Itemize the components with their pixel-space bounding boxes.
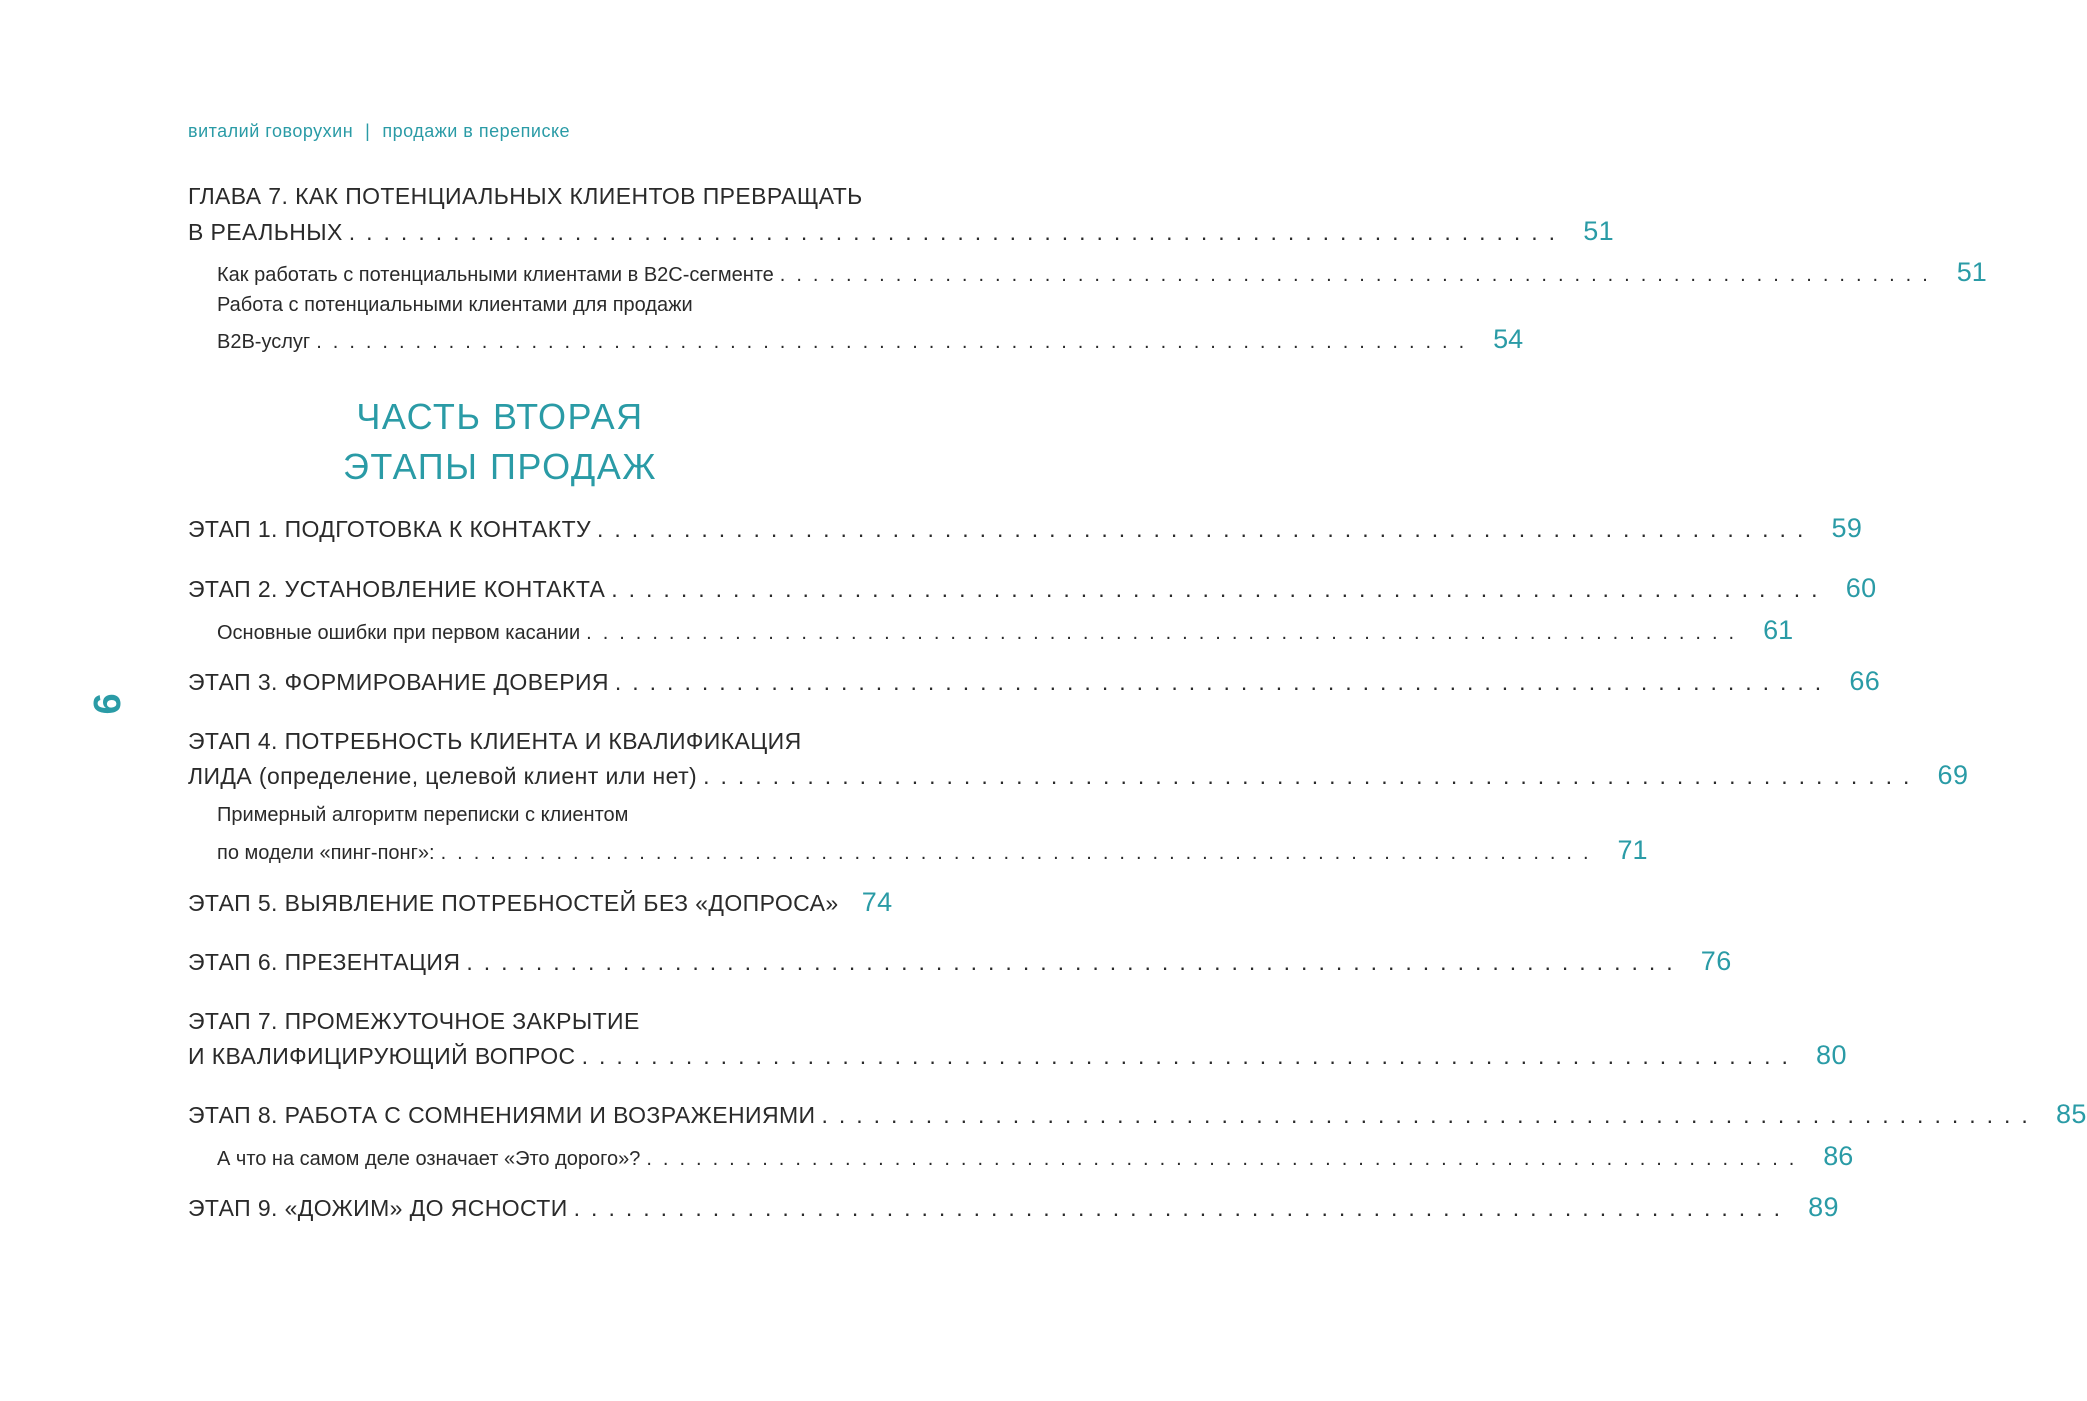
toc-page-number: 89 bbox=[1808, 1192, 1839, 1222]
leader-dots: ...................................................................... bbox=[440, 842, 1600, 864]
leader-dots: ...................................................................... bbox=[703, 763, 1921, 789]
toc-entry-title: ЭТАП 6. ПРЕЗЕНТАЦИЯ bbox=[188, 949, 461, 975]
toc-entry-stage-1[interactable] bbox=[188, 513, 1863, 544]
header-book-title: продажи в переписке bbox=[382, 121, 571, 141]
toc-page-number: 54 bbox=[1493, 324, 1524, 354]
toc-page-number: 59 bbox=[1831, 513, 1863, 543]
toc-chapter-7-title-line2: В РЕАЛЬНЫХ bbox=[188, 219, 343, 245]
leader-dots: ...................................................................... bbox=[466, 949, 1684, 975]
toc-page-number: 51 bbox=[1583, 216, 1615, 246]
toc-entry-stage-4[interactable] bbox=[188, 760, 1969, 791]
toc-entry-stage-7[interactable] bbox=[188, 1040, 1847, 1071]
toc-entry-title: Основные ошибки при первом касании bbox=[217, 622, 581, 644]
toc-entry-title: Как работать с потенциальными клиентами в B2C-сегменте bbox=[217, 264, 774, 286]
toc-entry-stage-6[interactable] bbox=[188, 946, 1732, 977]
page-number: 9 bbox=[85, 693, 127, 715]
part-title-line2: ЭТАПЫ ПРОДАЖ bbox=[343, 446, 657, 487]
leader-dots: ...................................................................... bbox=[646, 1148, 1806, 1170]
leader-dots: ...................................................................... bbox=[586, 622, 1746, 644]
toc-page-number: 85 bbox=[2055, 1099, 2087, 1129]
toc-entry-title: ЭТАП 1. ПОДГОТОВКА К КОНТАКТУ bbox=[188, 516, 592, 542]
toc-entry-stage-5[interactable] bbox=[188, 887, 893, 918]
part-title-line1: ЧАСТЬ ВТОРАЯ bbox=[356, 396, 644, 437]
leader-dots: ...................................................................... bbox=[348, 219, 1567, 245]
toc-chapter-7-title-line1: ГЛАВА 7. КАК ПОТЕНЦИАЛЬНЫХ КЛИЕНТОВ ПРЕВРАЩАТЬ bbox=[188, 183, 863, 209]
toc-entry-stage-8[interactable] bbox=[188, 1099, 2087, 1130]
toc-page-number: 51 bbox=[1956, 257, 1987, 287]
leader-dots: ...................................................................... bbox=[821, 1102, 2039, 1128]
toc-page-number: 80 bbox=[1816, 1040, 1847, 1070]
leader-dots: ...................................................................... bbox=[779, 264, 1939, 286]
toc-page-number: 61 bbox=[1763, 615, 1794, 645]
leader-dots: ...................................................................... bbox=[581, 1043, 1799, 1069]
leader-dots: ...................................................................... bbox=[316, 331, 1476, 353]
toc-entry-stage-2[interactable] bbox=[188, 573, 1877, 604]
toc-stage-4-title-line2: ЛИДА (определение, целевой клиент или нет) bbox=[188, 763, 698, 789]
toc-entry-title: ЭТАП 5. ВЫЯВЛЕНИЕ ПОТРЕБНОСТЕЙ БЕЗ «ДОПРОСА» bbox=[188, 890, 839, 916]
toc-entry-b2c[interactable] bbox=[217, 257, 1987, 288]
header-separator: | bbox=[365, 121, 371, 141]
toc-entry-ping-pong[interactable] bbox=[217, 835, 1648, 866]
toc-page-number: 71 bbox=[1617, 835, 1648, 865]
toc-entry-expensive[interactable] bbox=[217, 1141, 1854, 1172]
toc-entry-b2b-title-line1: Работа с потенциальными клиентами для продажи bbox=[217, 294, 693, 316]
toc-entry-stage-3[interactable] bbox=[188, 666, 1881, 697]
leader-dots: ...................................................................... bbox=[597, 516, 1815, 542]
toc-entry-title: А что на самом деле означает «Это дорого»? bbox=[217, 1148, 641, 1170]
toc-entry-title: ЭТАП 8. РАБОТА С СОМНЕНИЯМИ И ВОЗРАЖЕНИЯМИ bbox=[188, 1102, 816, 1128]
toc-ping-pong-title-line1: Примерный алгоритм переписки с клиентом bbox=[217, 804, 629, 826]
toc-entry-stage-9[interactable] bbox=[188, 1192, 1839, 1223]
toc-entry-title: ЭТАП 9. «ДОЖИМ» ДО ЯСНОСТИ bbox=[188, 1195, 568, 1221]
toc-entry-chapter-7[interactable] bbox=[188, 216, 1615, 247]
leader-dots: ...................................................................... bbox=[614, 669, 1833, 695]
toc-stage-4-title-line1: ЭТАП 4. ПОТРЕБНОСТЬ КЛИЕНТА И КВАЛИФИКАЦИЯ bbox=[188, 728, 802, 754]
toc-entry-title: по модели «пинг-понг»: bbox=[217, 842, 435, 864]
toc-stage-7-title-line2: И КВАЛИФИЦИРУЮЩИЙ ВОПРОС bbox=[188, 1043, 576, 1069]
toc-page-number: 60 bbox=[1845, 573, 1877, 603]
toc-entry-title: ЭТАП 3. ФОРМИРОВАНИЕ ДОВЕРИЯ bbox=[188, 669, 609, 695]
toc-page-number: 66 bbox=[1849, 666, 1881, 696]
toc-page-number: 86 bbox=[1823, 1141, 1854, 1171]
leader-dots: ...................................................................... bbox=[573, 1195, 1791, 1221]
toc-entry-b2b[interactable] bbox=[217, 324, 1524, 355]
toc-entry-first-touch-errors[interactable] bbox=[217, 615, 1794, 646]
header-author: виталий говорухин bbox=[188, 121, 354, 141]
toc-page-number: 69 bbox=[1937, 760, 1969, 790]
toc-page-number: 74 bbox=[861, 887, 893, 917]
toc-page-number: 76 bbox=[1700, 946, 1732, 976]
toc-entry-title: ЭТАП 2. УСТАНОВЛЕНИЕ КОНТАКТА bbox=[188, 576, 606, 602]
toc-stage-7-title-line1: ЭТАП 7. ПРОМЕЖУТОЧНОЕ ЗАКРЫТИЕ bbox=[188, 1008, 640, 1034]
leader-dots: ...................................................................... bbox=[611, 576, 1829, 602]
toc-entry-title: B2B-услуг bbox=[217, 331, 311, 353]
